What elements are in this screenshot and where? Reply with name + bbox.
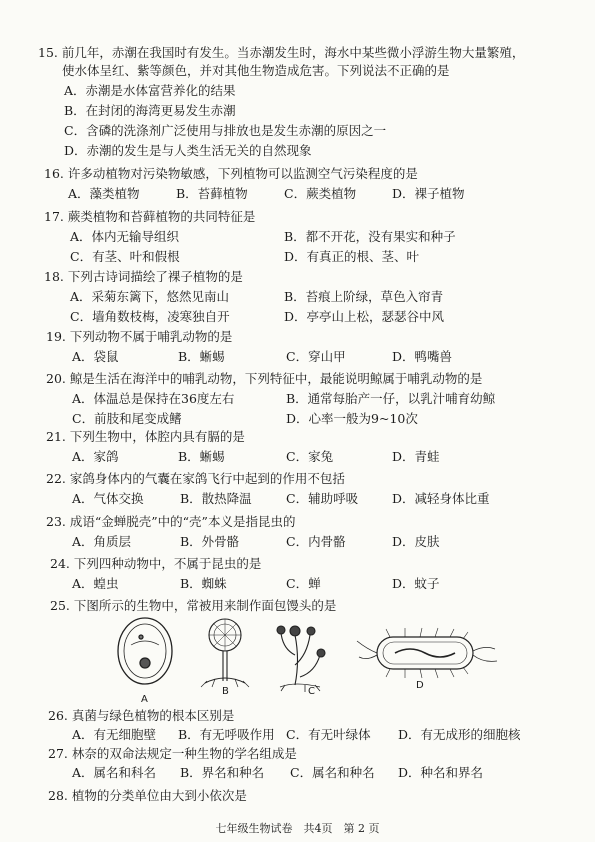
option-a: A．蝗虫 [72, 576, 119, 591]
option-c: C．墙角数枝梅，凌寒独自开 [70, 309, 230, 324]
option-a: A．体内无输导组织 [70, 229, 180, 244]
option-a: A．气体交换 [72, 491, 144, 506]
option-d: D．种名和界名 [398, 765, 484, 780]
option-b: B．蜥蜴 [178, 449, 225, 464]
stem-line: 林奈的双命法规定一种生物的学名组成是 [71, 746, 297, 761]
option-c: C．辅助呼吸 [286, 491, 359, 506]
stem-line: 植物的分类单位由大到小依次是 [71, 788, 247, 803]
option-d: D．鸭嘴兽 [392, 349, 453, 364]
option-a: A．袋鼠 [72, 349, 119, 364]
stem-line: 下列古诗词描绘了裸子植物的是 [67, 269, 243, 284]
option-b: B．通常每胎产一仔，以乳汁哺育幼鲸 [286, 391, 496, 406]
question-stem [46, 428, 245, 445]
question-stem [44, 268, 243, 285]
option-d: D．裸子植物 [392, 186, 465, 201]
option-a: A．属名和科名 [72, 765, 157, 780]
option-c: C．前肢和尾变成鳍 [72, 411, 182, 426]
question-number: 26. [48, 708, 68, 723]
figure-label-a: A [141, 694, 148, 705]
stem-line: 鲸是生活在海洋中的哺乳动物，下列特征中，最能说明鲸属于哺乳动物的是 [69, 371, 483, 386]
question-stem [38, 44, 524, 61]
stem-line: 前几年，赤潮在我国时有发生。当赤潮发生时，海水中某些微小浮游生物大量繁殖， [61, 45, 525, 60]
question-number: 22. [46, 471, 66, 486]
option-a: A．有无细胞壁 [72, 727, 157, 742]
stem-line: 下列动物不属于哺乳动物的是 [69, 329, 233, 344]
stem-line: 使水体呈红、紫等颜色，并对其他生物造成危害。下列说法不正确的是 [62, 63, 450, 78]
option-c: C．有无叶绿体 [286, 727, 371, 742]
figure-label-b: B [222, 686, 229, 697]
question-number: 21. [46, 429, 66, 444]
option-b: B．苔痕上阶绿，草色入帘青 [284, 289, 444, 304]
bacterium-icon [357, 628, 497, 678]
option-a: A．藻类植物 [68, 186, 140, 201]
question-stem [48, 707, 234, 724]
question-number: 20. [46, 371, 66, 386]
stem-line: 下列生物中，体腔内具有膈的是 [69, 429, 245, 444]
option-d: D．蚊子 [392, 576, 440, 591]
organism-figure [95, 615, 515, 695]
question-stem [48, 745, 297, 762]
option-d: D．亭亭山上松，瑟瑟谷中风 [284, 309, 445, 324]
option-d: D．青蛙 [392, 449, 440, 464]
question-stem [48, 787, 247, 804]
option-b: B．界名和种名 [180, 765, 265, 780]
question-number: 19. [46, 329, 66, 344]
stem-line: 蕨类植物和苔藓植物的共同特征是 [67, 209, 256, 224]
option-c: C．内骨骼 [286, 534, 346, 549]
question-stem [50, 597, 336, 614]
question-stem [50, 555, 261, 572]
page-footer: 七年级生物试卷 共4页 第 2 页 [215, 822, 380, 835]
question-stem [44, 165, 418, 182]
option-a: A．家鸽 [72, 449, 119, 464]
question-number: 25. [50, 598, 70, 613]
option-d: D．皮肤 [392, 534, 440, 549]
option-c: C．蝉 [286, 576, 321, 591]
option-c: C．属名和种名 [290, 765, 375, 780]
question-stem [46, 328, 232, 345]
option-d: D．有真正的根、茎、叶 [284, 249, 420, 264]
option-c: C．有茎、叶和假根 [70, 249, 180, 264]
stem-line: 家鸽身体内的气囊在家鸽飞行中起到的作用不包括 [69, 471, 345, 486]
option-d: D．心率一般为9~10次 [286, 411, 418, 426]
question-stem [46, 470, 345, 487]
question-stem [46, 513, 295, 530]
option-d: D．赤潮的发生是与人类生活无关的自然现象 [64, 143, 312, 158]
option-b: B．蜥蜴 [178, 349, 225, 364]
figure-label-c: C [308, 686, 315, 697]
mold-icon [277, 626, 325, 692]
option-a: A．赤潮是水体富营养化的结果 [64, 83, 236, 98]
question-stem [44, 208, 255, 225]
option-b: B．蜘蛛 [180, 576, 227, 591]
question-number: 16. [44, 166, 64, 181]
stem-line: 下列四种动物中，不属于昆虫的是 [73, 556, 262, 571]
option-c: C．穿山甲 [286, 349, 346, 364]
question-number: 24. [50, 556, 70, 571]
option-a: A．角质层 [72, 534, 132, 549]
question-number: 28. [48, 788, 68, 803]
stem-line: 许多动植物对污染物敏感，下列植物可以监测空气污染程度的是 [67, 166, 418, 181]
option-b: B．外骨骼 [180, 534, 240, 549]
option-b: B．有无呼吸作用 [178, 727, 275, 742]
question-number: 15. [38, 45, 58, 60]
option-b: B．都不开花，没有果实和种子 [284, 229, 456, 244]
option-b: B．散热降温 [180, 491, 252, 506]
option-c: C．家兔 [286, 449, 334, 464]
option-c: C．蕨类植物 [284, 186, 357, 201]
stem-line: 下图所示的生物中，常被用来制作面包馒头的是 [73, 598, 337, 613]
stem-line: 成语“金蝉脱壳”中的“壳”本义是指昆虫的 [69, 514, 296, 529]
question-number: 23. [46, 514, 66, 529]
option-b: B．苔藓植物 [176, 186, 248, 201]
option-b: B．在封闭的海湾更易发生赤潮 [64, 103, 236, 118]
yeast-cell-icon [118, 618, 172, 684]
question-number: 18. [44, 269, 64, 284]
question-stem [46, 370, 482, 387]
option-c: C．含磷的洗涤剂广泛使用与排放也是发生赤潮的原因之一 [64, 123, 387, 138]
question-number: 27. [48, 746, 68, 761]
option-a: A．体温总是保持在36度左右 [72, 391, 235, 406]
stem-line: 真菌与绿色植物的根本区别是 [71, 708, 235, 723]
question-number: 17. [44, 209, 64, 224]
option-d: D．有无成形的细胞核 [398, 727, 521, 742]
mushroom-icon [201, 619, 249, 687]
option-a: A．采菊东篱下，悠然见南山 [70, 289, 230, 304]
figure-label-d: D [416, 680, 424, 691]
option-d: D．减轻身体比重 [392, 491, 490, 506]
